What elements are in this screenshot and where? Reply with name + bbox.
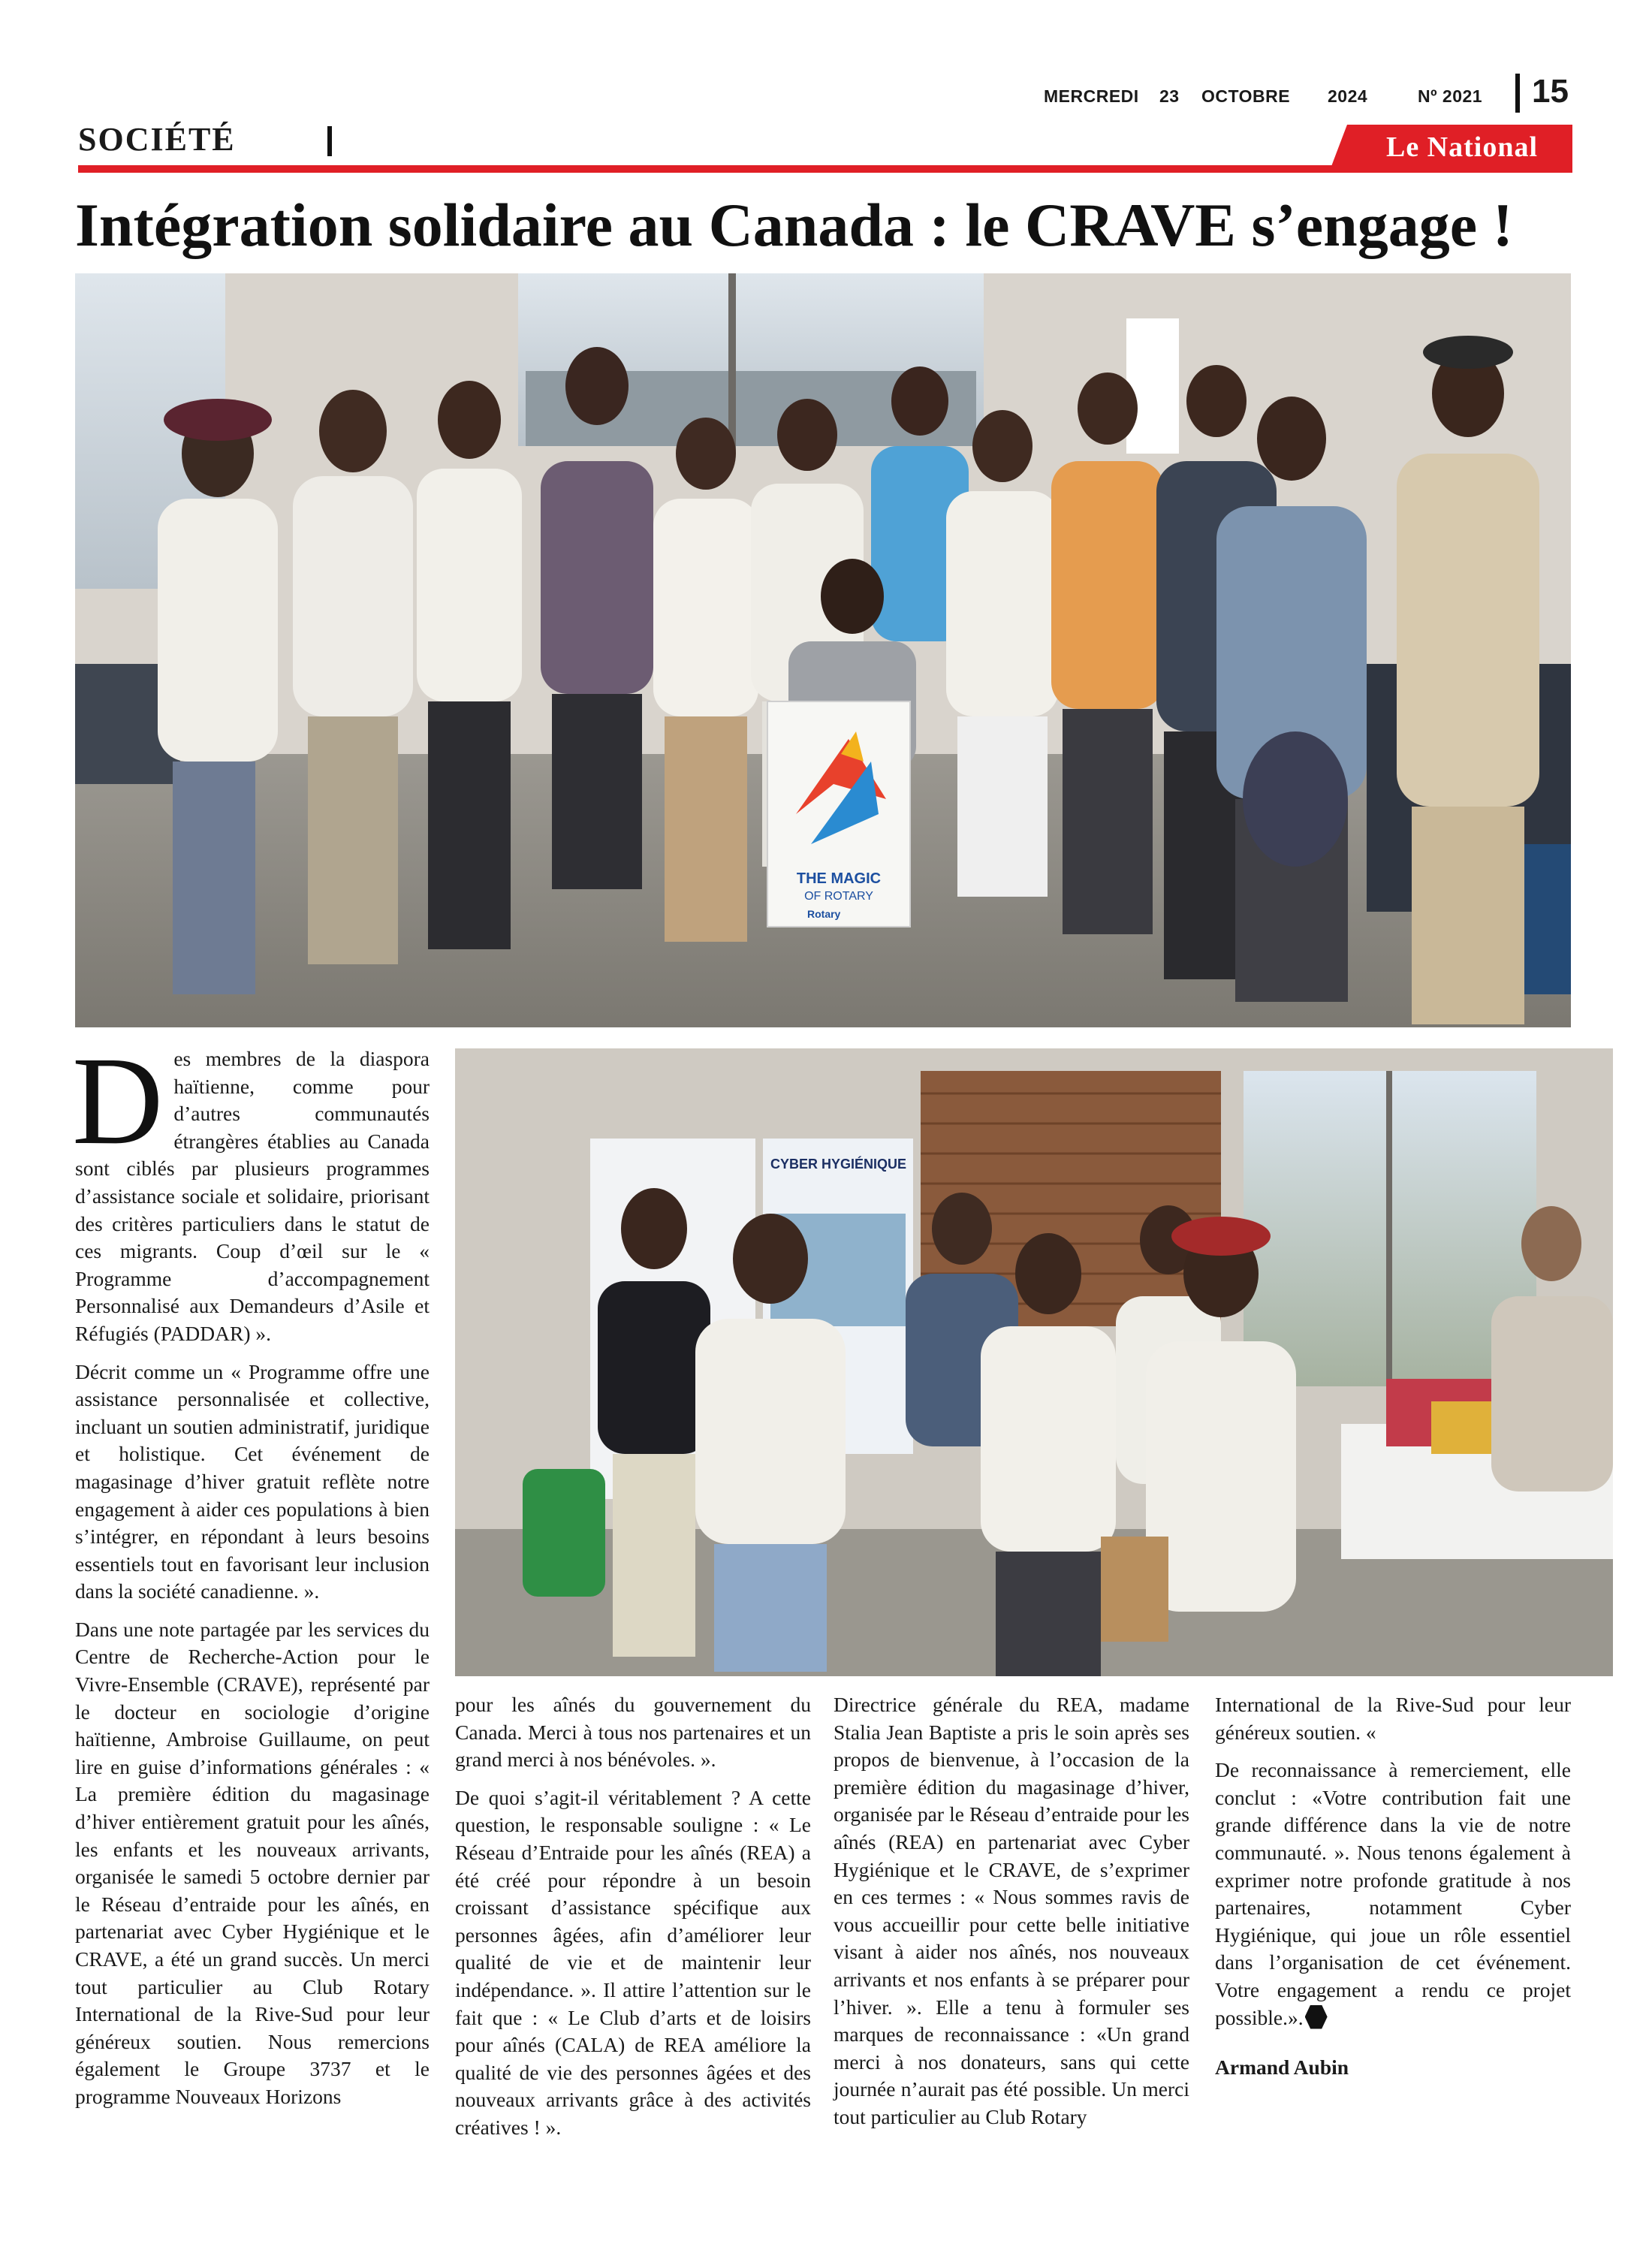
- article-column-1: [72, 1031, 430, 2122]
- paragraph: De quoi s’agit-il véritablement ? A cette question, le responsable souligne : « Le Réseau d’Entraide pour les aînés (REA) a été créé pour répondre à un besoin croissant d’assistance spécifique aux personnes âgées, afin d’améliorer leur qualité de vie et de maintenir leur indépendance. ». Il attire l’attention sur le fait que : « Le Club d’arts et de loisirs pour aînés (CALA) de REA améliore la qualité de vie des personnes âgées et des nouveaux arrivants grâce à des activités créatives ! ».: [455, 1785, 811, 2139]
- issue-number: Nº 2021: [1418, 86, 1483, 106]
- section-title: SOCIÉTÉ: [78, 121, 236, 158]
- lead-paragraph: [72, 1031, 430, 1348]
- volunteers-photo: [455, 1048, 1613, 1676]
- group-photo: [75, 273, 1571, 1027]
- banner-brand: Rotary: [807, 908, 841, 920]
- rotary-banner: [767, 701, 910, 927]
- banner-line-1: THE MAGIC: [796, 870, 882, 887]
- page-number: 15: [1532, 73, 1569, 110]
- issue-month: OCTOBRE: [1201, 86, 1291, 106]
- article-column-3: [834, 1691, 1189, 2142]
- article-column-4: [1215, 1691, 1571, 2092]
- paragraph: Décrit comme un « Programme offre une assistance personnalisée et collective, incluant un soutien administratif, juridique et holistique. Cet événement de magasinage d’hiver gratuit reflète notre engagement à aider ces populations à bien s’intégrer, en répondant à leurs besoins essentiels tout en favorisant leur inclusion dans la société canadienne. ».: [75, 1359, 430, 1603]
- section-divider: [327, 126, 332, 156]
- newspaper-brand: Le National: [1385, 131, 1539, 163]
- group-photo-illustration: [75, 273, 1571, 1027]
- article-column-2: [455, 1691, 811, 2152]
- volunteers-photo-illustration: [455, 1048, 1613, 1676]
- issue-year: 2024: [1328, 86, 1368, 106]
- author-byline: Armand Aubin: [1215, 2055, 1349, 2080]
- issue-meta: [1044, 81, 1493, 111]
- lead-text: es membres de la diaspora haïtienne, comme pour d’autres communautés étrangères établies au Canada sont ciblés par plusieurs programmes d’assistance sociale et solidaire, priorisant des critères particuliers dans le statut de ces migrants. Coup d’œil sur le « Programme d’accompagnement Personnalisé aux Demandeurs d’Asile et Réfugiés (PADDAR) ».: [75, 1047, 430, 1345]
- paragraph: International de la Rive-Sud pour leur généreux soutien. «: [1215, 1693, 1571, 1744]
- issue-day: MERCREDI: [1044, 86, 1139, 106]
- dropcap: D: [72, 1031, 164, 1171]
- banner-line-2: OF ROTARY: [804, 890, 873, 903]
- closing-text: De reconnaissance à remerciement, elle conclut : «Votre contribution fait une grande différence dans la vie de notre communauté. ». Nous tenons également à exprimer notre profonde gratitude à nos partenaires, notamment Cyber Hygiénique, qui joue un rôle essentiel dans l’organisation de cet événement. Votre engagement a rendu ce projet possible.».: [1215, 1758, 1571, 2029]
- article-headline: Intégration solidaire au Canada : le CRAVE s’engage !: [75, 191, 1513, 259]
- paragraph: Dans une note partagée par les services du Centre de Recherche-Action pour le Vivre-Ensemble (CRAVE), représenté par le docteur en sociologie d’origine haïtienne, Ambroise Guillaume, on peut lire en guise d’informations générales : « La première édition du magasinage d’hiver entièrement gratuit pour les aînés, les enfants et les nouveaux arrivants, organisée le samedi 5 octobre dernier par le Réseau d’entraide pour les aînés, en partenariat avec Cyber Hygiénique et le CRAVE, a été un grand succès. Un merci tout particulier au Club Rotary International de la Rive-Sud pour leur généreux soutien. Nous remercions également le Groupe 3737 et le programme Nouveaux Horizons: [75, 1617, 430, 2108]
- paragraph: pour les aînés du gouvernement du Canada. Merci à tous nos partenaires et un grand merci à nos bénévoles. ».: [455, 1693, 811, 1772]
- cyber-banner-title: CYBER HYGIÉNIQUE: [770, 1157, 907, 1172]
- closing-paragraph: [1215, 1757, 1571, 2031]
- paragraph: Directrice générale du REA, madame Stalia Jean Baptiste a pris le soin après ses propos de bienvenue, à l’occasion de la première édition du magasinage d’hiver, organisée par le Réseau d’entraide pour les aînés (REA) en partenariat avec Cyber Hygiénique et le CRAVE, de s’exprimer en ces termes : « Nous sommes ravis de vous accueillir pour cette belle initiative visant à aider nos aînés, nos nouveaux arrivants et nos enfants à se préparer pour l’hiver. ». Elle a tenu à formuler ses marques de reconnaissance : «Un grand merci à nos donateurs, sans qui cette journée n’aurait pas été possible. Un merci tout particulier au Club Rotary: [834, 1693, 1189, 2128]
- end-of-article-icon: [1305, 2005, 1328, 2029]
- issue-date-number: 23: [1159, 86, 1180, 106]
- page-number-divider: [1515, 74, 1520, 113]
